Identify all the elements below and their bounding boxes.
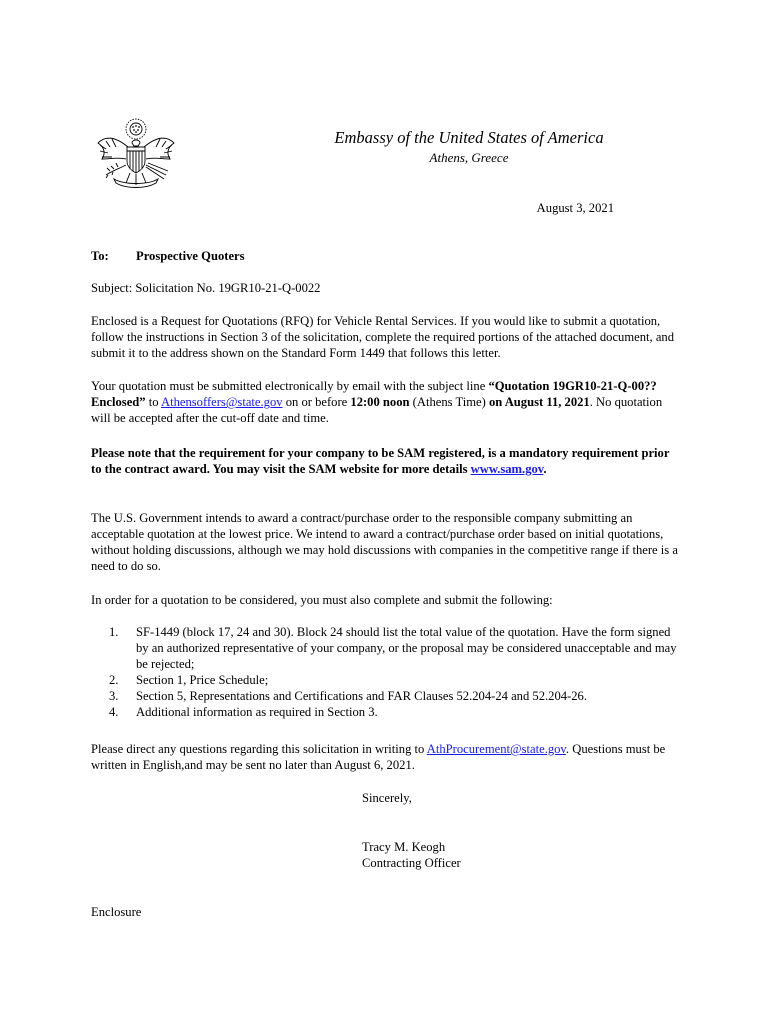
letter-date: August 3, 2021 <box>536 201 614 215</box>
paragraph-rfq-intro-text: Enclosed is a Request for Quotations (RFQ) for Vehicle Rental Services. If you would like to submit a quotation, follow the instructions in Section 3 of the solicitation, complete the required portions of the attached document, and submit it to the address shown on the Standard Form 1449 that follows this letter. <box>91 314 675 360</box>
sam-notice-end: . <box>543 462 547 476</box>
to-label: To: <box>91 249 109 263</box>
questions-text-1: Please direct any questions regarding this solicitation in writing to <box>91 742 427 756</box>
list-item <box>91 704 681 720</box>
embassy-city: Athens, Greece <box>429 150 509 165</box>
subject-line <box>91 280 681 296</box>
paragraph-requirements-intro-text: In order for a quotation to be considered, you must also complete and submit the following: <box>91 593 553 607</box>
list-item-number: 2. <box>109 673 119 687</box>
list-item <box>91 624 681 672</box>
list-item-text: Section 1, Price Schedule; <box>136 673 269 687</box>
paragraph-requirements-intro <box>91 592 681 608</box>
submission-subject-line: “Quotation 19GR10-21-Q-00?? Enclosed” <box>91 379 657 409</box>
paragraph-rfq-intro <box>91 313 681 361</box>
signer-title: Contracting Officer <box>362 856 461 870</box>
submission-text-3: on or before <box>282 395 351 409</box>
list-item-text: SF-1449 (block 17, 24 and 30). Block 24 should list the total value of the quotation. Have the form signed by an authorized representative of your company, or the proposal may be considered unacceptable and may be rejected; <box>136 625 677 671</box>
submission-text-2: to <box>145 395 161 409</box>
enclosure-note <box>91 904 681 920</box>
list-item <box>91 672 681 688</box>
athprocurement-email-link[interactable]: AthProcurement@state.gov <box>426 742 566 756</box>
closing: Sincerely, <box>362 791 412 805</box>
list-item-number: 4. <box>109 705 119 719</box>
signer-name: Tracy M. Keogh <box>362 840 446 854</box>
list-item-number: 1. <box>109 625 119 639</box>
list-item-number: 3. <box>109 689 119 703</box>
list-item <box>91 688 681 704</box>
paragraph-submission <box>91 378 681 426</box>
enclosure-text: Enclosure <box>91 905 142 919</box>
submission-text-4: (Athens Time) <box>409 395 489 409</box>
list-item-text: Section 5, Representations and Certifications and FAR Clauses 52.204-24 and 52.204-26. <box>136 689 587 703</box>
requirements-list <box>91 624 681 720</box>
subject-text: Subject: Solicitation No. 19GR10-21-Q-0022 <box>91 281 321 295</box>
questions-text-2: . Questions must be written in English,and may be sent no later than August 6, 2021. <box>91 742 666 772</box>
paragraph-sam-notice <box>91 445 681 477</box>
submission-text-1: Your quotation must be submitted electronically by email with the subject line <box>91 379 489 393</box>
list-item-text: Additional information as required in Section 3. <box>136 705 378 719</box>
deadline-date: on August 11, 2021 <box>488 395 590 409</box>
addressee-name: Prospective Quoters <box>136 249 245 263</box>
paragraph-questions <box>91 741 681 773</box>
athensoffers-email-link[interactable]: Athensoffers@state.gov <box>161 395 283 409</box>
paragraph-award-intent <box>91 510 681 574</box>
addressee-line <box>91 248 245 264</box>
sam-notice-text: Please note that the requirement for your company to be SAM registered, is a mandatory requirement prior to the contract award. You may visit the SAM website for more details <box>91 446 670 476</box>
paragraph-award-intent-text: The U.S. Government intends to award a contract/purchase order to the responsible company submitting an acceptable quotation at the lowest price. We intend to award a contract/purchase order based on initial quotations, without holding discussions, although we may hold discussions with companies in the competitive range if there is a need to do so. <box>91 511 678 573</box>
sam-website-link[interactable]: www.sam.gov <box>470 462 544 476</box>
embassy-title: Embassy of the United States of America <box>334 128 604 147</box>
submission-text-5: . No quotation will be accepted after the cut-off date and time. <box>91 395 663 425</box>
deadline-time: 12:00 noon <box>350 395 410 409</box>
